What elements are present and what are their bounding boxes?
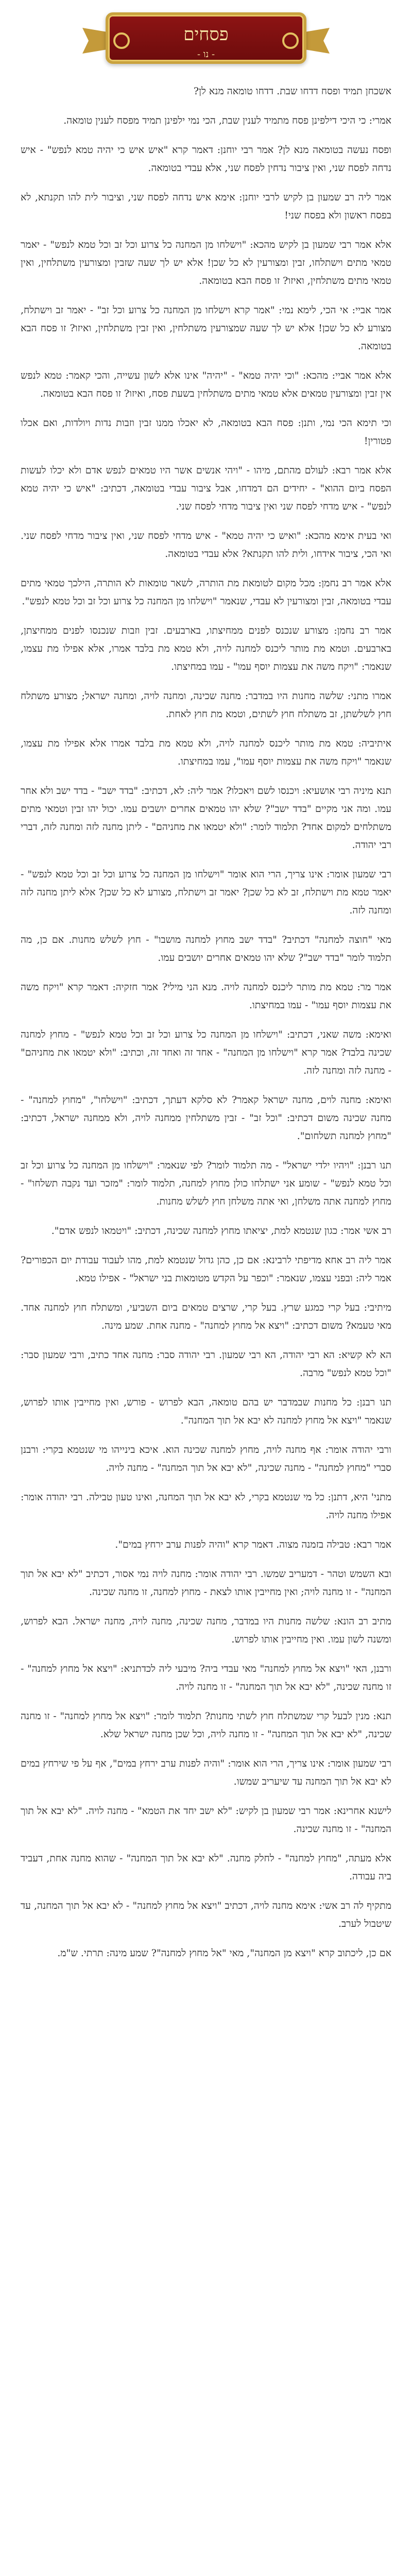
text-paragraph: מאי "חוצה למחנה" דכתיב? "בדד ישב מחוץ למחנה מושבו" - חוץ לשלש מחנות. אם כן, מה תלמוד לומר "בדד ישב"? שלא יהו טמאים אחרים יושבים עמו. <box>21 934 391 963</box>
text-paragraph: תנא: מנין לבעל קרי שמשתלח חוץ לשתי מחנות? תלמוד לומר: "ויצא אל מחוץ למחנה" - זו מחנה שכינה, "לא יבא אל תוך המחנה" - זו מחנה לויה, וכל שכן מחנה ישראל שלא. <box>21 1710 391 1740</box>
text-paragraph: רבי שמעון אומר: אינו צריך, הרי הוא אומר "וישלחו מן המחנה כל צרוע וכל זב וכל טמא לנפש" - יאמר טמא מת וישתלח, זב לא כל שכן? יאמר זב וישתלח, מצורע לא כל שכן? אלא ליתן מחנה לזה ומחנה לזה. <box>21 869 391 916</box>
text-paragraph: אשכחן תמיד ופסח דדחו שבת. דדחו טומאה מנא לן? <box>193 86 391 97</box>
text-paragraph: אלא מעתה, "מחוץ למחנה" - לחלק מחנה. "לא יבא אל תוך המחנה" - שהוא מחנה אחת, דעביד ביה עבודה. <box>21 1853 391 1882</box>
text-paragraph: וכי תימא הכי נמי, ותנן: פסח הבא בטומאה, לא יאכלו ממנו זבין וזבות נדות ויולדות, ואם אכלו פטורין! <box>21 417 391 447</box>
text-paragraph: רבי שמעון אומר: אינו צריך, הרי הוא אומר: "והיה לפנות ערב ירחץ במים", אף על פי שירחץ במים לא יבא אל תוך המחנה עד שיעריב שמשו. <box>21 1758 391 1787</box>
text-paragraph: מתיב רב הונא: שלשה מחנות היו במדבר, מחנה שכינה, מחנה לויה, מחנה ישראל. הבא לפרוש, ומשנה לשון עמו. ואין מחייבין אותו לפרוש. <box>21 1616 391 1645</box>
text-paragraph: ואי בעית אימא מהכא: "ואיש כי יהיה טמא" - איש מדחי לפסח שני, ואין ציבור מדחי לפסח שני. ואי הכי, ציבור אידחו, ולית להו תקנתא? אלא עבדי בטומאה. <box>21 530 391 560</box>
text-paragraph: ואימא: משה שאני, דכתיב: "וישלחו מן המחנה כל צרוע וכל זב וכל טמא לנפש" - מחוץ למחנה שכינה בלבד? אמר קרא "וישלחו מן המחנה" - אחד זה ואחד זה, וכתיב: "ולא יטמאו את מחניהם" - מחנה לזה ומחנה לזה. <box>21 1029 391 1076</box>
text-paragraph: הא לא קשיא: הא רבי יהודה, הא רבי שמעון. רבי יהודה סבר: מחנה אחד כתיב, ורבי שמעון סבר: "וכל טמא לנפש" מרבה. <box>21 1349 391 1379</box>
text-paragraph: אמר רבא: טבילה בזמנה מצוה. דאמר קרא "והיה לפנות ערב ירחץ במים". <box>115 1539 391 1550</box>
text-paragraph: אמרו מתני: שלשה מחנות היו במדבר: מחנה שכינה, ומחנה לויה, ומחנה ישראל; מצורע משתלח חוץ לשלשתן, זב משתלח חוץ לשתים, וטמא מת חוץ לאחת. <box>21 690 391 720</box>
text-paragraph: אמר אביי: אי הכי, לימא נמי: "אמר קרא וישלחו מן המחנה כל צרוע וכל זב" - יאמר זב וישתלח, מצורע לא כל שכן! אלא יש לך שעה שמצורעין משתלחין, ואין זבין משתלחין, ואיזו? זו פסח הבא בטומאה. <box>21 304 391 352</box>
text-paragraph: איתיביה: טמא מת מותר ליכנס למחנה לויה, ולא טמא מת בלבד אמרו אלא אפילו מת עצמו, שנאמר "ויקח משה את עצמות יוסף עמו", עמו במחיצתו. <box>21 738 391 767</box>
tractate-title: פסחים <box>183 24 229 45</box>
text-paragraph: אמרי: כי היכי דילפינן פסח מתמיד לענין שבת, הכי נמי ילפינן תמיד מפסח לענין טומאה. <box>63 115 391 126</box>
text-body <box>21 82 391 1974</box>
tractate-header <box>77 7 335 69</box>
text-paragraph: מתקיף לה רב אשי: אימא מחנה לויה, דכתיב "ויצא אל מחוץ למחנה" - לא יבא אל תוך המחנה, עד שיטבול לערב. <box>21 1900 391 1929</box>
text-paragraph: אמר מר: טמא מת מותר ליכנס למחנה לויה. מנא הני מילי? אמר חזקיה: דאמר קרא "ויקח משה את עצמות יוסף עמו" - עמו במחיצתו. <box>21 981 391 1011</box>
text-paragraph: ורבי יהודה אומר: אף מחנה לויה, מחוץ למחנה שכינה הוא. איכא בינייהו מי שנטמא בקרי: ורבנן סברי "מחוץ למחנה" - מחנה שכינה, "לא יבא אל תוך המחנה" - מחנה לויה. <box>21 1444 391 1473</box>
text-paragraph: לישנא אחרינא: אמר רבי שמעון בן לקיש: "לא ישב יחד את הטמא" - מחנה לויה. "לא יבא אל תוך המחנה" - זו מחנה שכינה. <box>21 1805 391 1835</box>
text-paragraph: מתני' היא, דתנן: כל מי שנטמא בקרי, לא יבא אל תוך המחנה, ואינו טעון טבילה. רבי יהודה אומר: אפילו מחנה לויה. <box>21 1492 391 1521</box>
text-paragraph: אלא אמר רבא: לעולם מהתם, מיהו - "ויהי אנשים אשר היו טמאים לנפש אדם ולא יכלו לעשות הפסח ביום ההוא" - יחידים הם דמדחו, אבל ציבור עבדי בטומאה, דכתיב: "איש כי יהיה טמא לנפש" - איש מדחי לפסח שני ואין ציבור מדחי לפסח שני. <box>21 465 391 512</box>
text-paragraph: תנא מיניה רבי אושעיא: ויכנסו לשם ויאכלו? אמר ליה: לא, דכתיב: "בדד ישב" - בדד ישב ולא אחר עמו. ומה אני מקיים "בדד ישב"? שלא יהו טמאים אחרים יושבים עמו. יכול יהו זבין וטמאי מתים משתלחים למקום אחד? תלמוד לומר: "ולא יטמאו את מחניהם" - ליתן מחנה לזה ומחנה לזה, דברי רבי יהודה. <box>21 785 391 851</box>
header-banner <box>106 12 306 64</box>
text-paragraph: ואימא: מחנה לוים, מחנה ישראל קאמר? לא סלקא דעתך, דכתיב: "וישלחו", "מחוץ למחנה" - מחנה שכינה משום דכתיב: "וכל זב" - זבין משתלחין ממחנה לויה, ולא ממחנה ישראל, דכתיב: "מחוץ למחנה תשלחום". <box>21 1094 391 1142</box>
text-paragraph: אלא אמר רב נחמן: מכל מקום לטומאת מת הותרה, לשאר טומאות לא הותרה, הילכך טמאי מתים עבדי בטומאה, זבין ומצורעין לא עבדי, שנאמר "וישלחו מן המחנה כל צרוע וכל זב וכל טמא לנפש". <box>21 578 391 607</box>
text-paragraph: אמר ליה רב אחא מדיפתי לרבינא: אם כן, כהן גדול שנטמא למת, מהו לעבוד עבודת יום הכפורים? אמר ליה: ובפני עצמו, שנאמר: "וכפר על הקדש מטומאות בני ישראל" - אפילו טמא. <box>21 1255 391 1284</box>
text-paragraph: אם כן, ליכתוב קרא "ויצא מן המחנה", מאי "אל מחוץ למחנה"? שמע מינה: תרתי. ש"מ. <box>57 1947 391 1959</box>
text-paragraph: ופסח נעשה בטומאה מנא לן? אמר רבי יוחנן: דאמר קרא "איש איש כי יהיה טמא לנפש" - איש נדחה לפסח שני, ואין ציבור נדחין לפסח שני, אלא עבדי בטומאה. <box>21 144 392 174</box>
text-paragraph: אמר רב נחמן: מצורע שנכנס לפנים ממחיצתו, בארבעים. זבין וזבות שנכנסו לפנים ממחיצתן, בארבעים. וטמא מת מותר ליכנס למחנה לויה, ולא טמא מת בלבד אמרו, אלא אפילו מת עצמו, שנאמר: "ויקח משה את עצמות יוסף עמו" - עמו במחיצתו. <box>21 625 391 672</box>
text-paragraph: ורבנן, האי "ויצא אל מחוץ למחנה" מאי עבדי ביה? מיבעי ליה לכדתניא: "ויצא אל מחוץ למחנה" - זו מחנה שכינה, "לא יבא אל תוך המחנה" - זו מחנה לויה. <box>21 1663 391 1692</box>
text-paragraph: מיתיבי: בעל קרי כמגע שרץ. בעל קרי, שרצים טמאים ביום השביעי, ומשתלח חוץ למחנה אחד. מאי טעמא? משום דכתיב: "ויצא אל מחוץ למחנה" - מחנה אחת. שמע מינה. <box>21 1302 391 1331</box>
text-paragraph: אמר ליה רב שמעון בן לקיש לרבי יוחנן: אימא איש נדחה לפסח שני, וציבור לית להו תקנתא, לא בפסח ראשון ולא בפסח שני! <box>21 192 391 221</box>
daf-number: - נו - <box>197 49 215 60</box>
text-paragraph: רב אשי אמר: כגון שנטמא למת, יציאתו מחוץ למחנה שכינה, דכתיב: "ויטמאו לנפש אדם". <box>51 1225 391 1236</box>
text-paragraph: ובא השמש וטהר - דמעריב שמשו. רבי יהודה אומר: מחנה לויה נמי אסור, דכתיב "לא יבא אל תוך המחנה" - זו מחנה לויה; ואין מחייבין אותו לצאת - מחוץ למחנה, זו מחנה שכינה. <box>21 1568 391 1598</box>
text-paragraph: אלא אמר אביי: מהכא: "וכי יהיה טמא" - "יהיה" אינו אלא לשון עשייה, והכי קאמר: טמא לנפש אין זבין ומצורעין טמאים אלא טמאי מתים משתלחין בשעת פסח, ואיזו? זו פסח הבא בטומאה. <box>21 370 391 399</box>
text-paragraph: תנו רבנן: "ויהיו ילדי ישראל" - מה תלמוד לומר? לפי שנאמר: "וישלחו מן המחנה כל צרוע וכל זב וכל טמא לנפש" - שומע אני ישתלחו כולן מחוץ למחנה, תלמוד לומר: "מזכר ועד נקבה תשלחו" - מחוץ למחנה אתה משלחן, ואי אתה משלחן חוץ לשלש מחנות. <box>21 1160 391 1207</box>
text-paragraph: תנו רבנן: כל מחנות שבמדבר יש בהם טומאה, הבא לפרוש - פורש, ואין מחייבין אותו לפרוש, שנאמר "ויצא אל מחוץ למחנה לא יבא אל תוך המחנה". <box>21 1397 391 1426</box>
text-paragraph: אלא אמר רבי שמעון בן לקיש מהכא: "וישלחו מן המחנה כל צרוע וכל זב וכל טמא לנפש" - יאמר טמאי מתים וישתלחו, זבין ומצורעין לא כל שכן! אלא יש לך שעה שזבין ומצורעין משתלחין, ואין טמאי מתים משתלחין, ואיזו? זו פסח הבא בטומאה. <box>21 239 391 286</box>
